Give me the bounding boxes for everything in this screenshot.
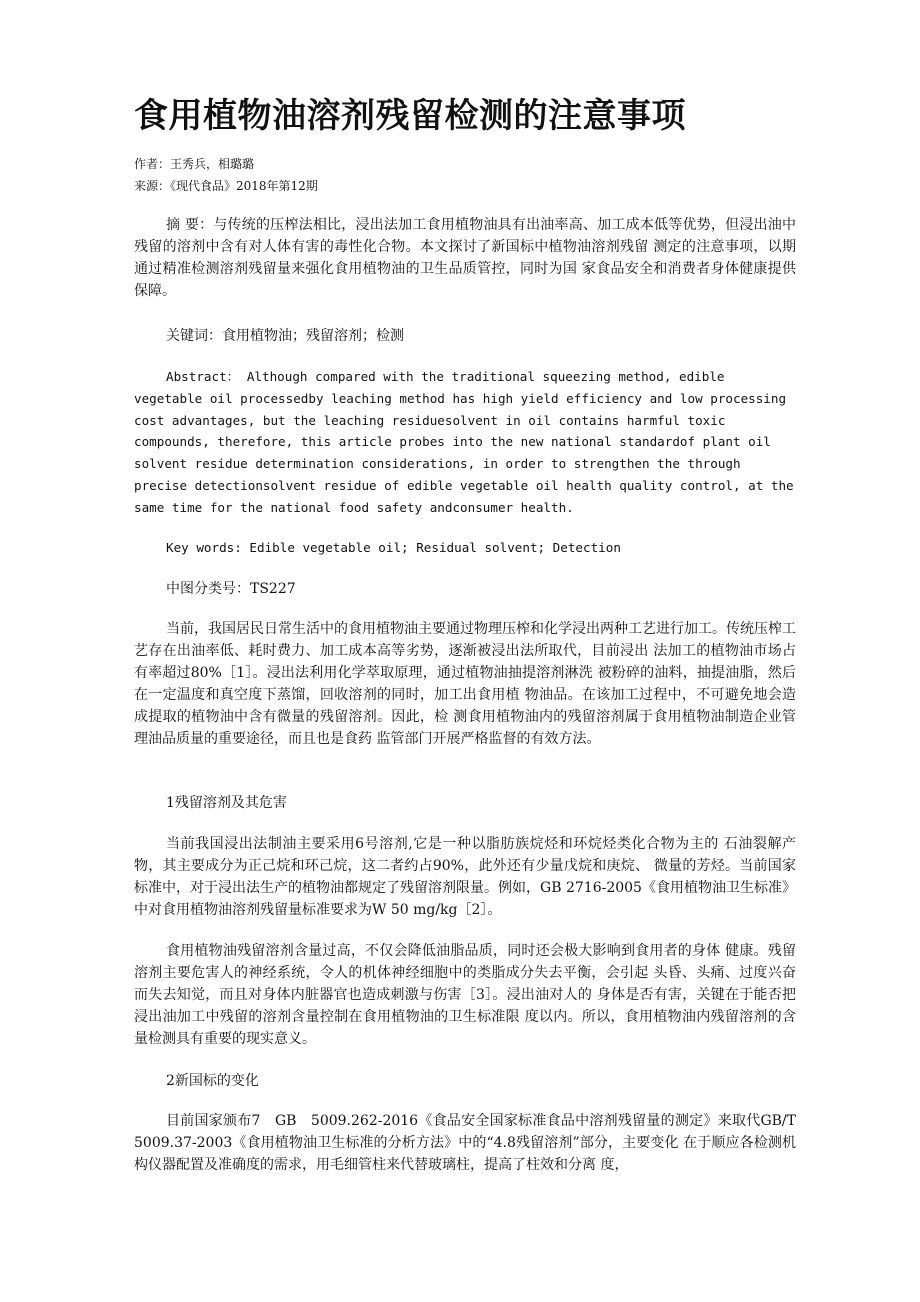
body-paragraph: 当前，我国居民日常生活中的食用植物油主要通过物理压榨和化学浸出两种工艺进行加工。传统压榨工艺存在出油率低、耗时费力、加工成本高等劣势，逐渐被浸出法所取代，目前浸出 法加工的植物油市场占有率超过80%［1］。浸出法利用化学萃取原理，通过植物油抽提溶剂淋洗 被粉碎的油料，抽提油脂，然后在一定温度和真空度下蒸馏，回收溶剂的同时，加工出食用植 物油品。在该加工过程中，不可避免地会造成提取的植物油中含有微量的残留溶剂。因此，检 测食用植物油内的残留溶剂属于食用植物油制造企业管理油品质量的重要途径，而且也是食药 监管部门开展严格监督的有效方法。 xyxy=(134,621,796,747)
author-line: 作者：王秀兵，相璐璐 xyxy=(134,157,255,171)
keywords-zh: 关键词：食用植物油；残留溶剂；检测 xyxy=(166,328,404,344)
keywords-en: Key words: Edible vegetable oil; Residual solvent; Detection xyxy=(166,540,621,555)
section-heading: 1残留溶剂及其危害 xyxy=(166,795,287,811)
abstract-zh: 摘 要：与传统的压榨法相比，浸出法加工食用植物油具有出油率高、加工成本低等优势，但浸出油中残留的溶剂中含有对人体有害的毒性化合物。本文探讨了新国标中植物油溶剂残留 测定的注意事项，以期通过精准检测溶剂残留量来强化食用植物油的卫生品质管控，同时为国 家食品安全和消费者身体健康提供保障。 xyxy=(134,217,796,299)
classification-number: 中图分类号：TS227 xyxy=(166,581,296,597)
body-paragraph: 目前国家颁布7 GB 5009.262-2016《食品安全国家标准食品中溶剂残留量的测定》来取代GB/T 5009.37-2003《食用植物油卫生标准的分析方法》中的“4.8残留溶剂”部分，主要变化 在于顺应各检测机构仪器配置及准确度的需求，用毛细管柱来代替玻璃柱，提高了柱效和分离 度， xyxy=(134,1113,796,1173)
document-title: 食用植物油溶剂残留检测的注意事项 xyxy=(134,96,686,136)
body-paragraph: 食用植物油残留溶剂含量过高，不仅会降低油脂品质，同时还会极大影响到食用者的身体 健康。残留溶剂主要危害人的神经系统，令人的机体神经细胞中的类脂成分失去平衡，会引起 头昏、头痛、过度兴奋而失去知觉，而且对身体内脏器官也造成刺激与伤害［3］。浸出油对人的 身体是否有害，关键在于能否把浸出油加工中残留的溶剂含量控制在食用植物油的卫生标准限 度以内。所以，食用植物油内残留溶剂的含量检测具有重要的现实意义。 xyxy=(134,943,796,1047)
abstract-en: Abstract： Although compared with the traditional squeezing method, edible vegetable oil processedby leaching method has high yield efficiency and low processing cost advantages, but the leaching residuesolvent in oil contains harmful toxic compounds, therefore, this article probes into the new national standardof plant oil solvent residue determination considerations, in order to strengthen the through precise detectionsolvent residue of edible vegetable oil health quality control, at the same time for the national food safety andconsumer health. xyxy=(134,369,794,515)
section-heading: 2新国标的变化 xyxy=(166,1073,259,1089)
source-line: 来源：《现代食品》2018年第12期 xyxy=(134,179,318,193)
body-paragraph: 当前我国浸出法制油主要采用6号溶剂,它是一种以脂肪族烷烃和环烷烃类化合物为主的 石油裂解产物，其主要成分为正己烷和环己烷，这二者约占90%，此外还有少量戊烷和庚烷、 微量的芳烃。当前国家标准中，对于浸出法生产的植物油都规定了残留溶剂限量。例如，GB 2716-2005《食用植物油卫生标准》中对食用植物油溶剂残留量标准要求为W 50 mg/kg［2］。 xyxy=(134,836,796,918)
